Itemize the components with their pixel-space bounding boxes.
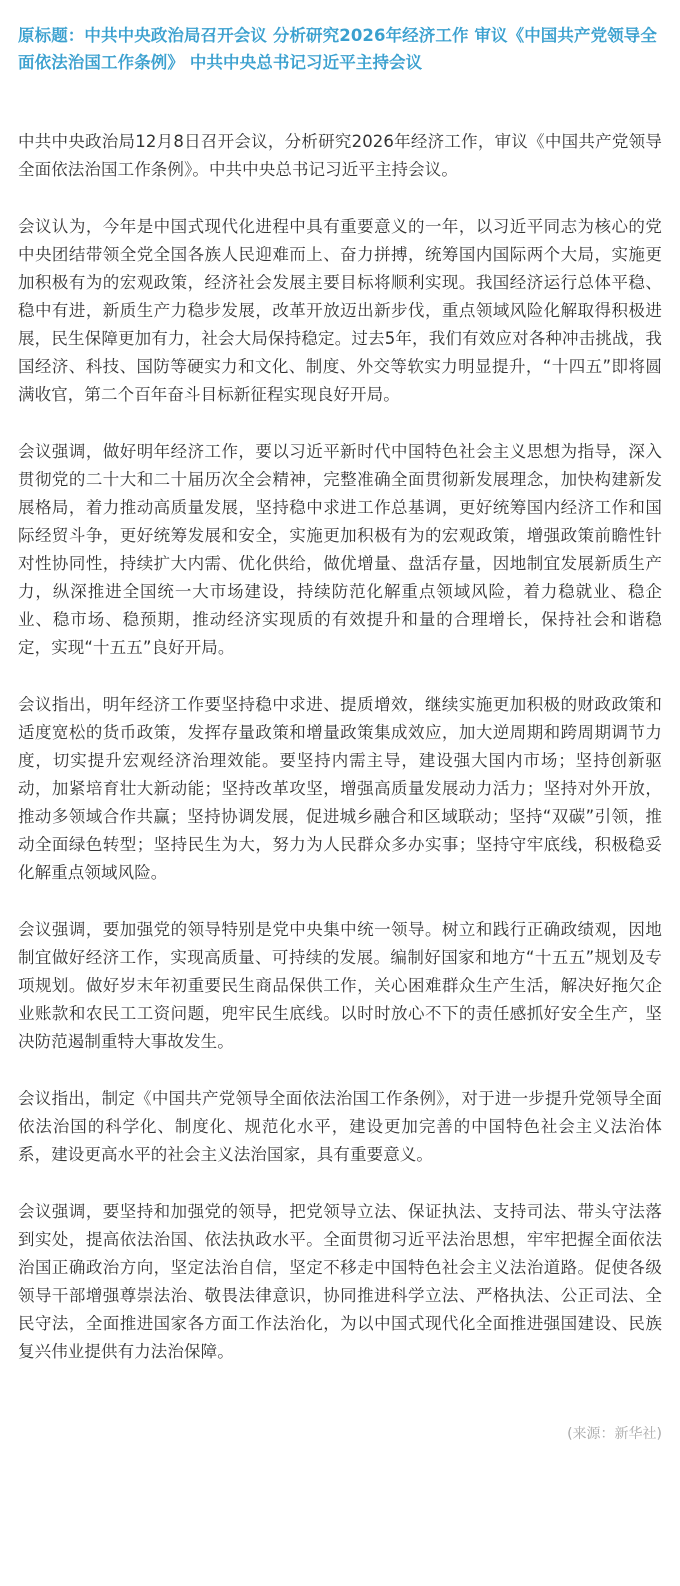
article-paragraph: 会议指出，制定《中国共产党领导全面依法治国工作条例》，对于进一步提升党领导全面依法治国的科学化、制度化、规范化水平，建设更加完善的中国特色社会主义法治体系，建设更高水平的社会主义法治国家，具有重要意义。 <box>18 1089 662 1164</box>
article-paragraph: 中共中央政治局12月8日召开会议，分析研究2026年经济工作，审议《中国共产党领导全面依法治国工作条例》。中共中央总书记习近平主持会议。 <box>18 132 662 179</box>
article-paragraph: 会议强调，要加强党的领导特别是党中央集中统一领导。树立和践行正确政绩观，因地制宜做好经济工作，实现高质量、可持续的发展。编制好国家和地方“十五五”规划及专项规划。做好岁末年初重要民生商品保供工作，关心困难群众生产生活，解决好拖欠企业账款和农民工工资问题，兜牢民生底线。以时时放心不下的责任感抓好安全生产，坚决防范遏制重特大事故发生。 <box>18 920 662 1051</box>
original-title: 原标题：中共中央政治局召开会议 分析研究2026年经济工作 审议《中国共产党领导全面依法治国工作条例》 中共中央总书记习近平主持会议 <box>18 26 658 72</box>
article-paragraph: 会议认为，今年是中国式现代化进程中具有重要意义的一年，以习近平同志为核心的党中央团结带领全党全国各族人民迎难而上、奋力拼搏，统筹国内国际两个大局，实施更加积极有为的宏观政策，经济社会发展主要目标将顺利实现。我国经济运行总体平稳、稳中有进，新质生产力稳步发展，改革开放迈出新步伐，重点领域风险化解取得积极进展，民生保障更加有力，社会大局保持稳定。过去5年，我们有效应对各种冲击挑战，我国经济、科技、国防等硬实力和文化、制度、外交等软实力明显提升，“十四五”即将圆满收官，第二个百年奋斗目标新征程实现良好开局。 <box>18 217 662 404</box>
source-attribution: (来源：新华社) <box>567 1426 662 1442</box>
article-paragraph: 会议强调，要坚持和加强党的领导，把党领导立法、保证执法、支持司法、带头守法落到实处，提高依法治国、依法执政水平。全面贯彻习近平法治思想，牢牢把握全面依法治国正确政治方向，坚定法治自信，坚定不移走中国特色社会主义法治道路。促使各级领导干部增强尊崇法治、敬畏法律意识，协同推进科学立法、严格执法、公正司法、全民守法，全面推进国家各方面工作法治化，为以中国式现代化全面推进强国建设、民族复兴伟业提供有力法治保障。 <box>18 1202 662 1361</box>
article-paragraph: 会议强调，做好明年经济工作，要以习近平新时代中国特色社会主义思想为指导，深入贯彻党的二十大和二十届历次全会精神，完整准确全面贯彻新发展理念，加快构建新发展格局，着力推动高质量发展，坚持稳中求进工作总基调，更好统筹国内经济工作和国际经贸斗争，更好统筹发展和安全，实施更加积极有为的宏观政策，增强政策前瞻性针对性协同性，持续扩大内需、优化供给，做优增量、盘活存量，因地制宜发展新质生产力，纵深推进全国统一大市场建设，持续防范化解重点领域风险，着力稳就业、稳企业、稳市场、稳预期，推动经济实现质的有效提升和量的合理增长，保持社会和谐稳定，实现“十五五”良好开局。 <box>18 442 662 657</box>
article-paragraph: 会议指出，明年经济工作要坚持稳中求进、提质增效，继续实施更加积极的财政政策和适度宽松的货币政策，发挥存量政策和增量政策集成效应，加大逆周期和跨周期调节力度，切实提升宏观经济治理效能。要坚持内需主导，建设强大国内市场；坚持创新驱动，加紧培育壮大新动能；坚持改革攻坚，增强高质量发展动力活力；坚持对外开放，推动多领域合作共赢；坚持协调发展，促进城乡融合和区域联动；坚持“双碳”引领，推动全面绿色转型；坚持民生为大，努力为人民群众多办实事；坚持守牢底线，积极稳妥化解重点领域风险。 <box>18 695 662 882</box>
